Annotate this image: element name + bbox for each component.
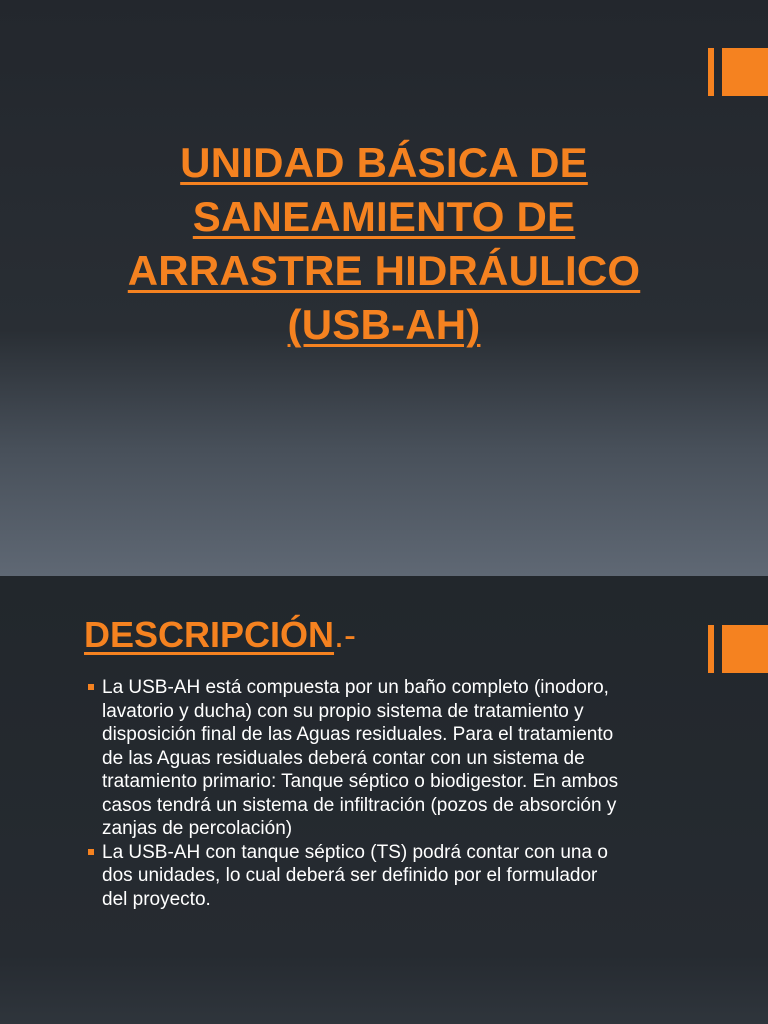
bullet-item bbox=[88, 676, 688, 841]
section-heading bbox=[84, 613, 356, 657]
title-line-2: SANEAMIENTO DE bbox=[192, 193, 576, 240]
slide-title-text bbox=[60, 136, 708, 352]
accent-bar-thin bbox=[708, 625, 714, 673]
section-heading-suffix: .- bbox=[334, 614, 357, 655]
title-line-1: UNIDAD BÁSICA DE bbox=[180, 139, 588, 186]
accent-bar-thin bbox=[708, 48, 714, 96]
bullet-line: La USB-AH está compuesta por un baño completo (inodoro, bbox=[102, 677, 609, 698]
accent-bar-decoration bbox=[708, 48, 768, 96]
bullet-line: disposición final de las Aguas residuales. Para el tratamiento bbox=[102, 724, 614, 745]
accent-bar-thick bbox=[722, 625, 768, 673]
title-line-3: ARRASTRE HIDRÁULICO bbox=[127, 247, 641, 294]
section-heading-text: DESCRIPCIÓN bbox=[84, 614, 335, 655]
bullet-square-icon bbox=[88, 849, 94, 855]
bullet-line: dos unidades, lo cual deberá ser definido por el formulador bbox=[102, 865, 598, 886]
bullet-line: tratamiento primario: Tanque séptico o biodigestor. En ambos bbox=[102, 771, 619, 792]
title-line-4: (USB-AH) bbox=[287, 301, 481, 348]
bullet-line: lavatorio y ducha) con su propio sistema de tratamiento y bbox=[102, 700, 584, 722]
bullet-item bbox=[88, 841, 688, 912]
bullet-list bbox=[88, 676, 688, 911]
bullet-line: de las Aguas residuales deberá contar con un sistema de bbox=[102, 747, 585, 769]
accent-bar-thick bbox=[722, 48, 768, 96]
bullet-line: del proyecto. bbox=[102, 888, 211, 910]
bullet-line: La USB-AH con tanque séptico (TS) podrá contar con una o bbox=[102, 841, 608, 863]
bullet-line: casos tendrá un sistema de infiltración (pozos de absorción y bbox=[102, 794, 617, 816]
bullet-square-icon bbox=[88, 684, 94, 690]
bullet-line: zanjas de percolación) bbox=[102, 818, 293, 839]
accent-bar-decoration bbox=[708, 625, 768, 673]
